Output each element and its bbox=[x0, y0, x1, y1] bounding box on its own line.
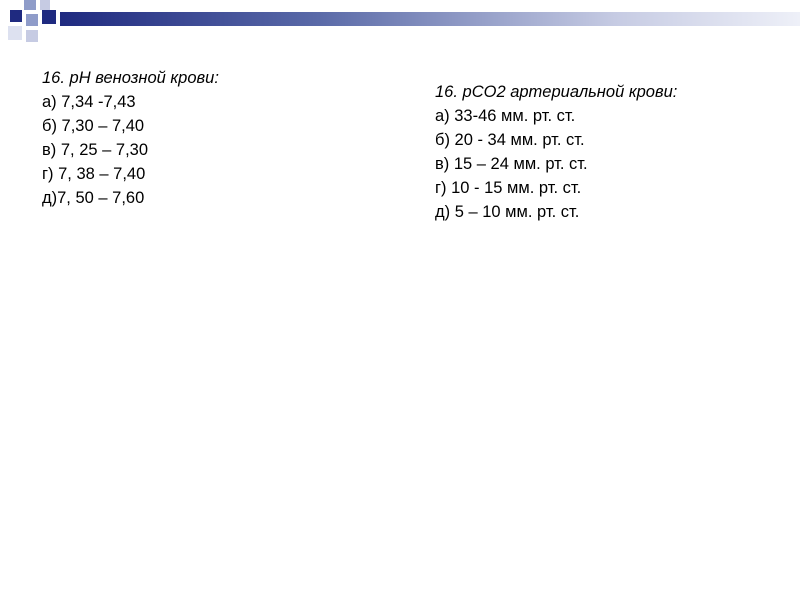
header-gradient-bar bbox=[60, 12, 800, 26]
answer-option: б) 20 - 34 мм. рт. ст. bbox=[435, 131, 585, 149]
answer-option: в) 7, 25 – 7,30 bbox=[42, 141, 149, 159]
decor-square bbox=[10, 10, 22, 22]
question-heading: 16. pH венозной крови: bbox=[42, 69, 219, 87]
decor-square bbox=[42, 10, 56, 24]
question-heading: 16. pCO2 артериальной крови: bbox=[435, 83, 678, 101]
decor-square bbox=[40, 0, 50, 10]
question-pco2-arterial bbox=[435, 80, 677, 224]
answer-option: в) 15 – 24 мм. рт. ст. bbox=[435, 155, 588, 173]
answer-option: д)7, 50 – 7,60 bbox=[42, 189, 145, 207]
answer-option: б) 7,30 – 7,40 bbox=[42, 117, 145, 135]
decor-square bbox=[8, 26, 22, 40]
answer-option: а) 7,34 -7,43 bbox=[42, 93, 136, 111]
decor-square bbox=[26, 14, 38, 26]
decor-square bbox=[24, 0, 36, 10]
question-ph-venous bbox=[42, 66, 219, 210]
decor-square bbox=[26, 30, 38, 42]
answer-option: г) 7, 38 – 7,40 bbox=[42, 165, 146, 183]
answer-option: а) 33-46 мм. рт. ст. bbox=[435, 107, 576, 125]
answer-option: г) 10 - 15 мм. рт. ст. bbox=[435, 179, 582, 197]
answer-option: д) 5 – 10 мм. рт. ст. bbox=[435, 203, 580, 221]
